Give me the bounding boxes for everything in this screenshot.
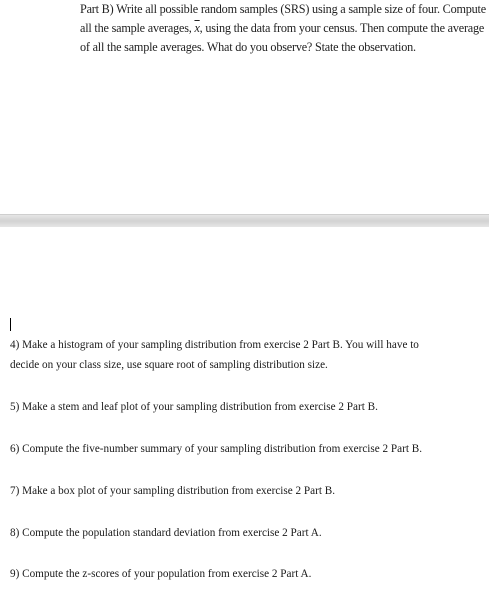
part-b-line-3: of all the sample averages. What do you observe? State the observation. xyxy=(80,40,416,54)
question-7-line-1: 7) Make a box plot of your sampling distribution from exercise 2 Part B. xyxy=(10,485,336,497)
x-bar-symbol: $\overline{x}$ xyxy=(194,21,200,35)
question-6 xyxy=(10,439,422,459)
question-4 xyxy=(10,335,419,375)
question-4-line-1: 4) Make a histogram of your sampling distribution from exercise 2 Part B. You will have to xyxy=(10,339,419,351)
question-7 xyxy=(10,481,335,501)
part-b-line-1: Part B) Write all possible random samples (SRS) using a sample size of four. Compute xyxy=(80,2,486,16)
question-5 xyxy=(10,397,378,417)
document-page-bottom[interactable] xyxy=(0,227,489,614)
page-break-separator xyxy=(0,214,489,228)
part-b-line-2-post: , using the data from your census. Then compute the average xyxy=(199,21,485,35)
question-8-line-1: 8) Compute the population standard deviation from exercise 2 Part A. xyxy=(10,527,322,539)
question-5-line-1: 5) Make a stem and leaf plot of your sampling distribution from exercise 2 Part B. xyxy=(10,401,378,413)
part-b-paragraph xyxy=(80,0,486,57)
question-9-line-1: 9) Compute the z-scores of your population from exercise 2 Part A. xyxy=(10,568,312,580)
question-4-line-2: decide on your class size, use square root of sampling distribution size. xyxy=(10,359,328,371)
part-b-line-2 xyxy=(80,19,485,38)
question-6-line-1: 6) Compute the five-number summary of your sampling distribution from exercise 2 Part B. xyxy=(10,443,422,455)
document-page-top xyxy=(0,0,489,214)
text-cursor xyxy=(10,318,11,331)
question-8 xyxy=(10,523,322,543)
part-b-line-2-pre: all the sample averages, xyxy=(80,21,195,35)
question-9 xyxy=(10,564,311,584)
